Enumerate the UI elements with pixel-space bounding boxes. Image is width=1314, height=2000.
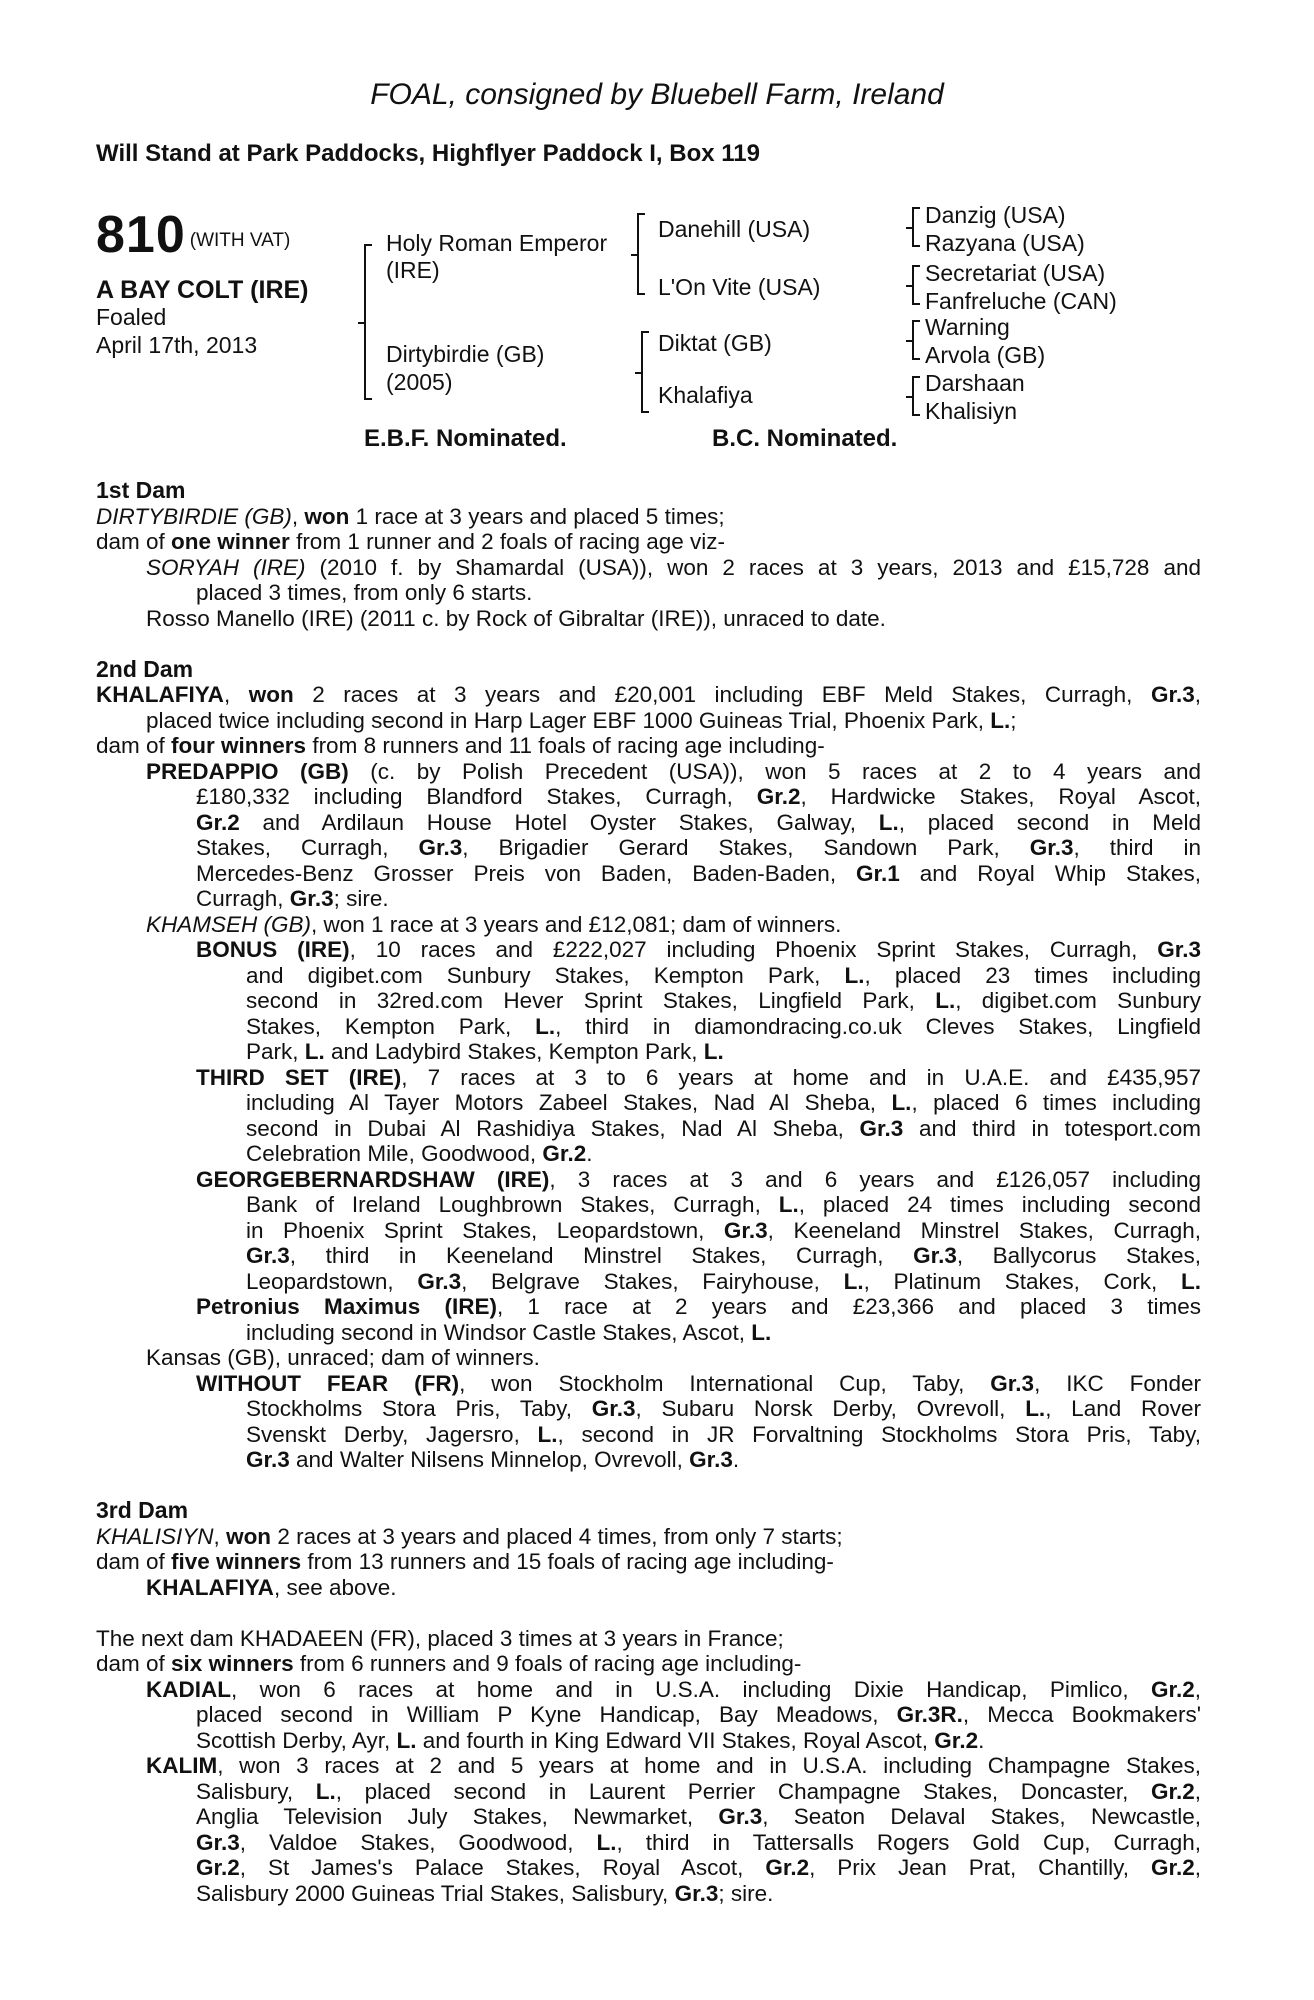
lot-number: 810 [96,206,186,264]
text-line: THIRD SET (IRE), 7 races at 3 to 6 years at home and in U.A.E. and £435,957 [196,1064,1201,1090]
pedigree-ggp: Khalisiyn [925,398,1018,424]
lot-vat-note: (WITH VAT) [189,230,291,251]
text-line: placed twice including second in Harp Lager EBF 1000 Guineas Trial, Phoenix Park, L.; [146,707,1017,733]
pedigree-dam-sire: Diktat (GB) [658,330,772,356]
text-line: second in 32red.com Hever Sprint Stakes, Lingfield Park, L., digibet.com Sunbury [246,988,1201,1013]
second-dam-section [96,657,1201,1473]
first-dam-section [96,478,1201,631]
text-line: DIRTYBIRDIE (GB), won 1 race at 3 years and placed 5 times; [96,503,725,529]
ebf-nomination: E.B.F. Nominated. [364,425,567,452]
pedigree-bracket-ggp-1 [912,207,920,247]
text-line: Anglia Television July Stakes, Newmarket, Gr.3, Seaton Delaval Stakes, Newcastle, [196,1804,1201,1829]
pedigree-bracket-ggp-2 [912,265,920,305]
text-line: Curragh, Gr.3; sire. [196,886,389,911]
text-line: dam of one winner from 1 runner and 2 foals of racing age viz- [96,529,726,554]
text-line: placed second in William P Kyne Handicap, Bay Meadows, Gr.3R., Mecca Bookmakers' [196,1702,1201,1727]
text-line: KHALAFIYA, won 2 races at 3 years and £20,001 including EBF Meld Stakes, Curragh, Gr.3, [96,682,1201,707]
text-line: Stockholms Stora Pris, Taby, Gr.3, Subaru Norsk Derby, Ovrevoll, L., Land Rover [246,1396,1201,1421]
lot-number-block [96,205,290,265]
text-line: Gr.3, Valdoe Stakes, Goodwood, L., third in Tattersalls Rogers Gold Cup, Curragh, [196,1829,1201,1855]
text-line: Park, L. and Ladybird Stakes, Kempton Park, L. [246,1039,724,1064]
pedigree-sire-sire: Danehill (USA) [658,216,811,242]
text-line: KALIM, won 3 races at 2 and 5 years at home and in U.S.A. including Champagne Stakes, [146,1753,1201,1778]
pedigree-ggp: Razyana (USA) [925,230,1085,256]
text-line: and digibet.com Sunbury Stakes, Kempton Park, L., placed 23 times including [246,962,1201,988]
text-line: Scottish Derby, Ayr, L. and fourth in King Edward VII Stakes, Royal Ascot, Gr.2. [196,1727,985,1753]
text-line: dam of five winners from 13 runners and 15 foals of racing age including- [96,1549,834,1574]
text-line: Bank of Ireland Loughbrown Stakes, Curragh, L., placed 24 times including second [246,1192,1201,1217]
pedigree-dam-dam: Khalafiya [658,382,753,408]
text-line: Gr.2, St James's Palace Stakes, Royal Ascot, Gr.2, Prix Jean Prat, Chantilly, Gr.2, [196,1855,1201,1880]
text-line: placed 3 times, from only 6 starts. [196,580,533,605]
text-line: dam of four winners from 8 runners and 11 foals of racing age including- [96,733,825,758]
stand-location: Will Stand at Park Paddocks, Highflyer Paddock I, Box 119 [96,140,760,167]
third-dam-heading: 3rd Dam [96,1497,189,1523]
lot-name: A BAY COLT (IRE) [96,276,309,304]
pedigree-sire-origin: (IRE) [386,257,440,283]
pedigree-bracket-parents [364,244,372,400]
pedigree-ggp: Darshaan [925,370,1025,396]
text-line: Stakes, Kempton Park, L., third in diamondracing.co.uk Cleves Stakes, Lingfield [246,1013,1201,1039]
text-line: Gr.3 and Walter Nilsens Minnelop, Ovrevoll, Gr.3. [246,1447,740,1472]
text-line: WITHOUT FEAR (FR), won Stockholm International Cup, Taby, Gr.3, IKC Fonder [196,1370,1201,1396]
text-line: KHALAFIYA, see above. [146,1574,397,1600]
text-line: dam of six winners from 6 runners and 9 foals of racing age including- [96,1651,802,1676]
foaled-date: April 17th, 2013 [96,332,258,358]
pedigree-ggp: Secretariat (USA) [925,260,1106,286]
text-line: The next dam KHADAEEN (FR), placed 3 times at 3 years in France; [96,1625,784,1651]
text-line: £180,332 including Blandford Stakes, Curragh, Gr.2, Hardwicke Stakes, Royal Ascot, [196,784,1201,809]
bc-nomination: B.C. Nominated. [712,425,898,452]
text-line: Leopardstown, Gr.3, Belgrave Stakes, Fairyhouse, L., Platinum Stakes, Cork, L. [246,1268,1201,1294]
text-line: KADIAL, won 6 races at home and in U.S.A. including Dixie Handicap, Pimlico, Gr.2, [146,1676,1201,1702]
foaled-label: Foaled [96,304,167,330]
text-line: in Phoenix Sprint Stakes, Leopardstown, Gr.3, Keeneland Minstrel Stakes, Curragh, [246,1217,1201,1243]
text-line: Celebration Mile, Goodwood, Gr.2. [246,1141,593,1166]
text-line: Salisbury, L., placed second in Laurent Perrier Champagne Stakes, Doncaster, Gr.2, [196,1778,1201,1804]
text-line: Petronius Maximus (IRE), 1 race at 2 years and £23,366 and placed 3 times [196,1294,1201,1319]
text-line: Mercedes-Benz Grosser Preis von Baden, Baden-Baden, Gr.1 and Royal Whip Stakes, [196,860,1201,886]
text-line: PREDAPPIO (GB) (c. by Polish Precedent (USA)), won 5 races at 2 to 4 years and [146,758,1202,784]
third-dam-section [96,1498,1201,1600]
consignor-heading: FOAL, consigned by Bluebell Farm, Ireland [370,78,944,111]
text-line: Rosso Manello (IRE) (2011 c. by Rock of Gibraltar (IRE)), unraced to date. [146,605,886,631]
text-line: including Al Tayer Motors Zabeel Stakes, Nad Al Sheba, L., placed 6 times including [246,1090,1201,1115]
text-line: Gr.3, third in Keeneland Minstrel Stakes, Curragh, Gr.3, Ballycorus Stakes, [246,1243,1202,1268]
first-dam-heading: 1st Dam [96,477,186,503]
text-line: GEORGEBERNARDSHAW (IRE), 3 races at 3 and 6 years and £126,057 including [196,1166,1201,1192]
text-line: including second in Windsor Castle Stakes, Ascot, L. [246,1319,772,1345]
pedigree-bracket-ggp-3 [912,320,920,360]
text-line: Svenskt Derby, Jagersro, L., second in JR Forvaltning Stockholms Stora Pris, Taby, [246,1421,1201,1447]
next-dam-section [96,1626,1201,1907]
pedigree-ggp: Fanfreluche (CAN) [925,288,1117,314]
pedigree-bracket-dam-line [641,331,649,413]
text-line: KHALISIYN, won 2 races at 3 years and placed 4 times, from only 7 starts; [96,1523,843,1549]
pedigree-bracket-sire-line [637,213,645,295]
text-line: Kansas (GB), unraced; dam of winners. [146,1345,540,1370]
pedigree-sire-dam: L'On Vite (USA) [658,274,821,300]
pedigree-ggp: Danzig (USA) [925,202,1066,228]
pedigree-dam: Dirtybirdie (GB) [386,341,545,367]
pedigree-ggp: Arvola (GB) [925,342,1046,368]
text-line: KHAMSEH (GB), won 1 race at 3 years and £12,081; dam of winners. [146,911,842,937]
pedigree-sire: Holy Roman Emperor [386,230,608,256]
pedigree-notes [96,478,1201,1932]
pedigree-bracket-ggp-4 [912,376,920,416]
text-line: Gr.2 and Ardilaun House Hotel Oyster Stakes, Galway, L., placed second in Meld [196,809,1201,835]
text-line: second in Dubai Al Rashidiya Stakes, Nad Al Sheba, Gr.3 and third in totesport.com [246,1115,1201,1141]
text-line: SORYAH (IRE) (2010 f. by Shamardal (USA)), won 2 races at 3 years, 2013 and £15,728 and [146,554,1201,580]
text-line: BONUS (IRE), 10 races and £222,027 including Phoenix Sprint Stakes, Curragh, Gr.3 [196,937,1202,962]
text-line: Salisbury 2000 Guineas Trial Stakes, Salisbury, Gr.3; sire. [196,1880,774,1906]
text-line: Stakes, Curragh, Gr.3, Brigadier Gerard Stakes, Sandown Park, Gr.3, third in [196,835,1201,860]
pedigree-dam-year: (2005) [386,369,453,395]
pedigree-ggp: Warning [925,314,1010,340]
second-dam-heading: 2nd Dam [96,655,194,682]
